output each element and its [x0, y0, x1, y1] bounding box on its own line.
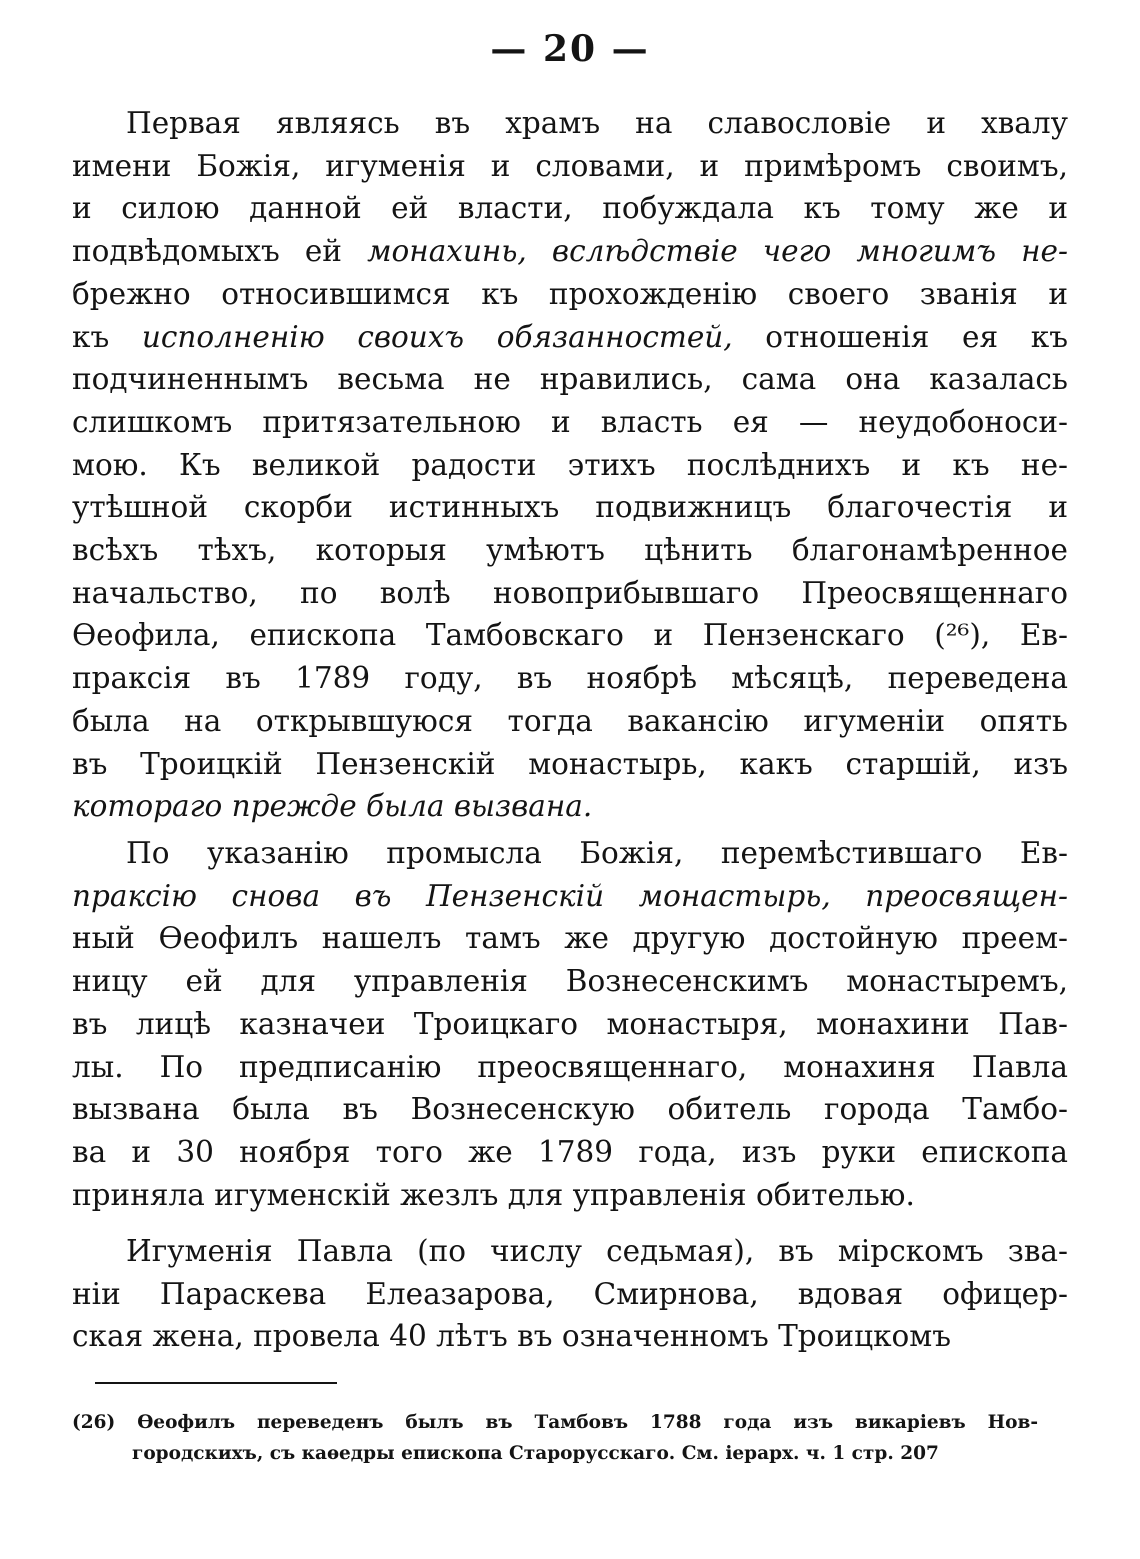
text-line: [72, 832, 1068, 875]
footnote-divider: [95, 1382, 337, 1384]
text-segment: По указанію промысла Божія, перемѣстившаго Ев-: [126, 836, 1068, 870]
text-segment: утѣшной скорби истинныхъ подвижницъ благочестія и: [72, 490, 1068, 525]
footnote: [72, 1407, 1038, 1469]
paragraph-3: [72, 1230, 1068, 1358]
text-segment: подвѣдомыхъ ей: [72, 234, 368, 269]
text-line: [72, 1315, 1068, 1358]
text-segment: ный Ѳеофилъ нашелъ тамъ же другую достойную преем-: [72, 921, 1068, 956]
text-line: [72, 187, 1068, 230]
text-segment: Ѳеофила, епископа Тамбовскаго и Пензенскаго (²⁶), Ев-: [72, 618, 1068, 653]
text-segment: слишкомъ притязательною и власть ея — неудобоноси-: [72, 404, 1068, 439]
text-segment: Игуменія Павла (по числу седьмая), въ мірскомъ зва-: [126, 1234, 1068, 1268]
text-line: [72, 785, 1068, 828]
text-line: [72, 700, 1068, 743]
text-line: [72, 1046, 1068, 1089]
text-line: [72, 529, 1068, 572]
text-line: [72, 917, 1068, 960]
text-line: [72, 486, 1068, 529]
paragraph-1: [72, 102, 1068, 828]
text-segment: въ Троицкій Пензенскій монастырь, какъ старшій, изъ: [72, 746, 1068, 781]
text-line: [72, 316, 1068, 359]
text-line: [72, 572, 1068, 615]
text-segment: приняла игуменскій жезлъ для управленія обителью.: [72, 1177, 915, 1212]
text-segment: лы. По предписанію преосвященнаго, монахиня Павла: [72, 1049, 1068, 1084]
text-line: [72, 230, 1068, 273]
text-line: [72, 1088, 1068, 1131]
italic-text: праксію снова въ Пензенскій монастырь, преосвящен-: [72, 878, 1068, 913]
text-line: [72, 444, 1068, 487]
text-segment: праксія въ 1789 году, въ ноябрѣ мѣсяцѣ, переведена: [72, 661, 1068, 696]
text-segment: и силою данной ей власти, побуждала къ тому же и: [72, 191, 1068, 226]
text-segment: къ: [72, 319, 142, 354]
text-segment: отношенія ея къ: [732, 319, 1068, 354]
text-line: [72, 102, 1068, 145]
text-segment: ва и 30 ноября того же 1789 года, изъ руки епископа: [72, 1134, 1068, 1169]
text-segment: всѣхъ тѣхъ, которыя умѣютъ цѣнить благонамѣренное: [72, 533, 1068, 568]
text-segment: въ лицѣ казначеи Троицкаго монастыря, монахини Пав-: [72, 1006, 1068, 1041]
footnote-line: (26) Ѳеофилъ переведенъ былъ въ Тамбовъ 1788 года изъ викаріевъ Нов-: [72, 1412, 1038, 1433]
text-segment: брежно относившимся къ прохожденію своего званія и: [72, 276, 1068, 311]
text-line: [72, 1003, 1068, 1046]
text-line: [72, 358, 1068, 401]
text-segment: ская жена, провела 40 лѣтъ въ означенномъ Троицкомъ: [72, 1319, 951, 1354]
text-segment: мою. Къ великой радости этихъ послѣднихъ и къ не-: [72, 447, 1068, 482]
text-segment: вызвана была въ Вознесенскую обитель города Тамбо-: [72, 1092, 1068, 1127]
text-line: [72, 657, 1068, 700]
text-segment: была на открывшуюся тогда вакансію игуменіи опять: [72, 703, 1068, 738]
text-segment: ницу ей для управленія Вознесенскимъ монастыремъ,: [72, 964, 1068, 999]
text-line: [72, 614, 1068, 657]
paragraph-2: [72, 832, 1068, 1216]
text-segment: Первая являясь въ храмъ на славословіе и хвалу: [126, 106, 1068, 140]
text-segment: ніи Параскева Елеазарова, Смирнова, вдовая офицер-: [72, 1276, 1068, 1311]
text-line: [72, 1174, 1068, 1217]
text-line: [72, 145, 1068, 188]
italic-text: исполненію своихъ обязанностей,: [141, 319, 733, 354]
text-line: [72, 1273, 1068, 1316]
text-line: [72, 401, 1068, 444]
italic-text: монахинь, вслѣдствіе чего многимъ не-: [367, 234, 1068, 269]
text-line: [72, 743, 1068, 786]
text-line: [72, 875, 1068, 918]
page-number: — 20 —: [490, 28, 650, 70]
footnote-line: городскихъ, съ каѳедры епископа Старорусскаго. См. іерарх. ч. 1 стр. 207: [132, 1443, 939, 1464]
text-segment: имени Божія, игуменія и словами, и примѣромъ своимъ,: [72, 148, 1068, 183]
italic-text: котораго прежде была вызвана.: [72, 789, 593, 824]
text-line: [72, 1131, 1068, 1174]
text-line: [72, 960, 1068, 1003]
text-line: [72, 1230, 1068, 1273]
text-segment: начальство, по волѣ новоприбывшаго Преосвященнаго: [72, 575, 1068, 610]
text-line: [72, 273, 1068, 316]
text-segment: подчиненнымъ весьма не нравились, сама она казалась: [72, 362, 1068, 397]
